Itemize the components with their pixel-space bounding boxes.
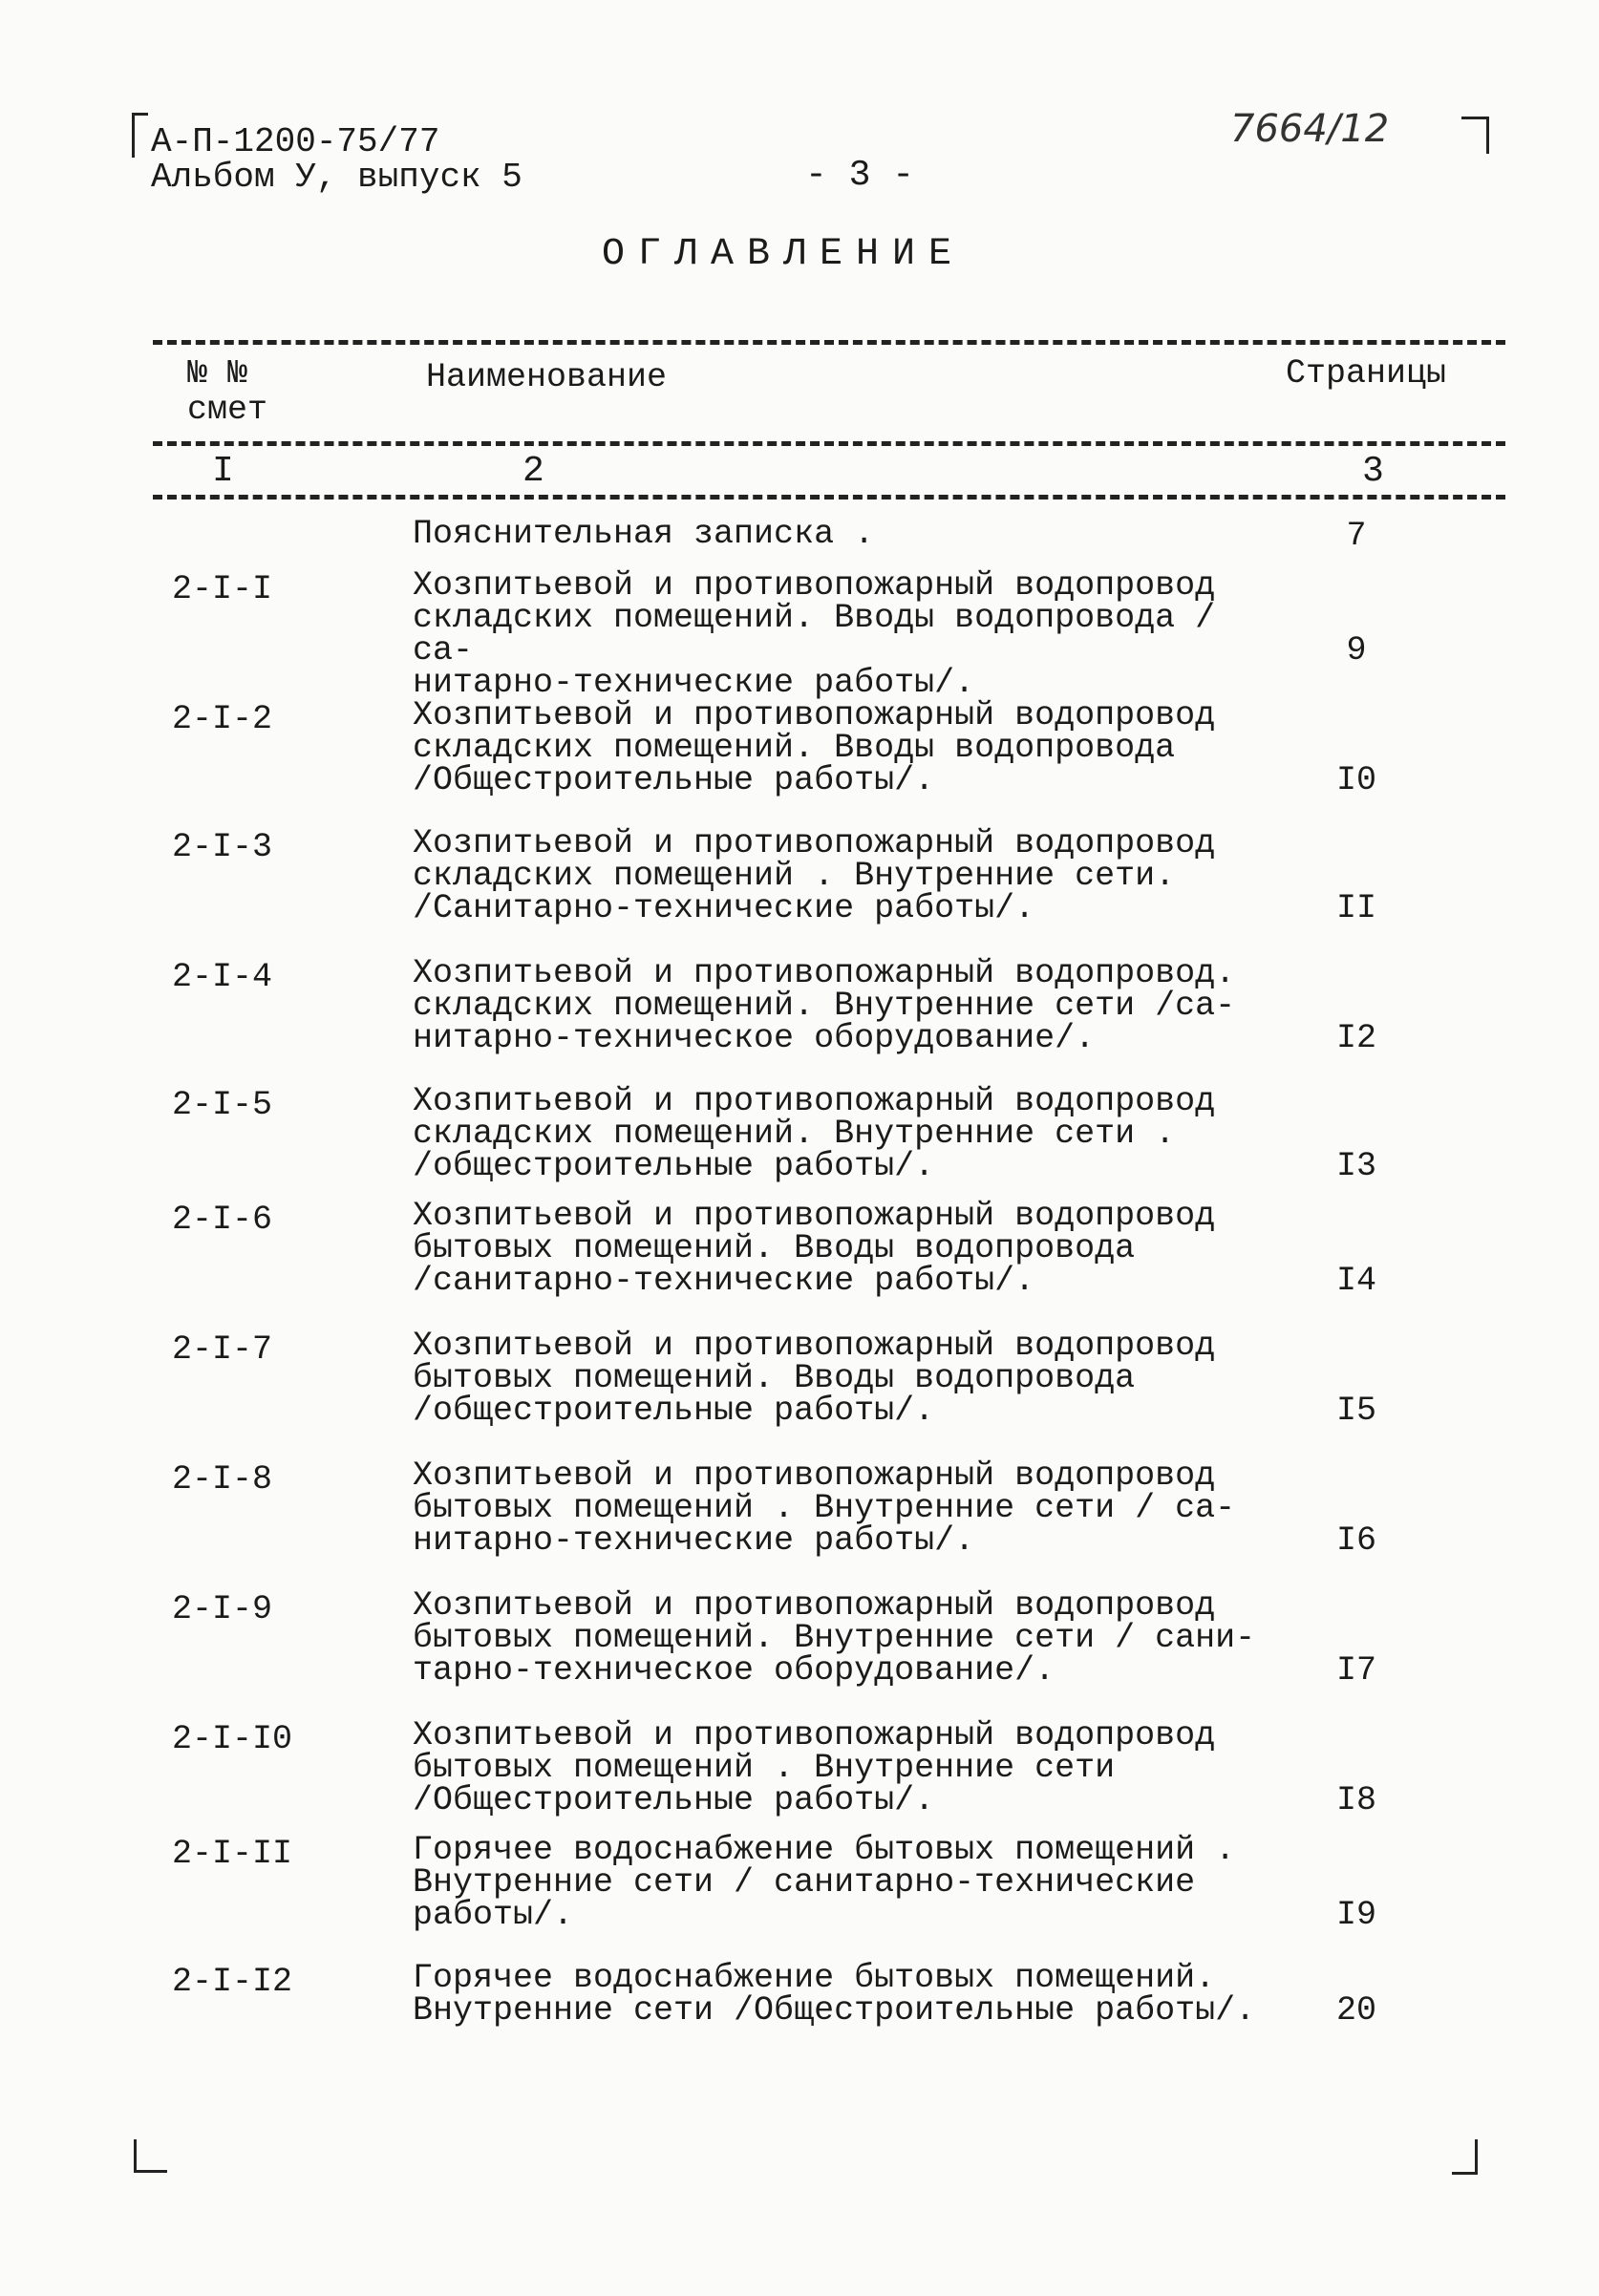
toc-row-name: Хозпитьевой и противопожарный водопровод. складских помещений. Внутренние сети /са- нитарно-техническое оборудование/. — [413, 954, 1236, 1057]
toc-row-page: I6 — [1335, 1521, 1376, 1560]
toc-row-number: 2-I-5 — [172, 1086, 273, 1124]
page-number: - 3 - — [804, 155, 915, 196]
toc-row-page: 20 — [1335, 1991, 1376, 2030]
toc-row-page: I3 — [1335, 1147, 1376, 1185]
column-number-rule — [153, 495, 1505, 500]
col-number-3: 3 — [1362, 451, 1384, 492]
toc-row-name: Хозпитьевой и противопожарный водопровод бытовых помещений . Внутренние сети /Общестроительные работы/. — [413, 1716, 1216, 1819]
corner-mark-top-right — [1461, 117, 1489, 154]
toc-row — [0, 566, 1599, 702]
toc-row-number: 2-I-I0 — [172, 1720, 293, 1758]
toc-row-number: 2-I-3 — [172, 828, 273, 866]
document-code: А-П-1200-75/77 — [151, 122, 440, 161]
page-title: ОГЛАВЛЕНИЕ — [601, 233, 966, 276]
toc-row-number: 2-I-8 — [172, 1460, 273, 1499]
col-header-pages: Страницы — [1286, 354, 1447, 393]
header-divider-rule — [153, 441, 1505, 446]
toc-row-name: Хозпитьевой и противопожарный водопровод бытовых помещений . Внутренние сети / са- нитарно-технические работы/. — [413, 1456, 1236, 1560]
toc-row — [0, 515, 1599, 555]
toc-row-page: I4 — [1335, 1262, 1376, 1300]
corner-mark-bottom-left — [134, 2139, 167, 2173]
toc-row — [0, 1082, 1599, 1185]
toc-row — [0, 1327, 1599, 1430]
toc-row-page: I9 — [1335, 1896, 1376, 1934]
col-header-estimate-number: № № смет — [187, 354, 268, 429]
toc-row-page: I8 — [1335, 1781, 1376, 1819]
album-issue: Альбом У, выпуск 5 — [151, 158, 522, 197]
toc-row-name: Горячее водоснабжение бытовых помещений. Внутренние сети /Общестроительные работы/. — [413, 1959, 1256, 2030]
toc-row — [0, 696, 1599, 799]
toc-row-page: 9 — [1346, 631, 1367, 670]
toc-row-name: Хозпитьевой и противопожарный водопровод бытовых помещений. Вводы водопровода /санитарно-технические работы/. — [413, 1197, 1216, 1300]
toc-row-name: Хозпитьевой и противопожарный водопровод бытовых помещений. Вводы водопровода /общестроительные работы/. — [413, 1327, 1216, 1430]
toc-row-name: Пояснительная записка . — [413, 515, 875, 553]
col-header-name: Наименование — [426, 358, 668, 396]
col-number-1: I — [212, 451, 234, 492]
toc-row-number: 2-I-I2 — [172, 1963, 293, 2001]
table-top-rule — [153, 340, 1505, 345]
toc-row-number: 2-I-4 — [172, 958, 273, 996]
toc-row-number: 2-I-9 — [172, 1590, 273, 1628]
toc-row — [0, 1456, 1599, 1560]
toc-row-page: II — [1335, 889, 1376, 927]
toc-row — [0, 1197, 1599, 1300]
toc-row-number: 2-I-II — [172, 1835, 293, 1873]
col-number-2: 2 — [522, 451, 544, 492]
toc-row — [0, 1716, 1599, 1819]
toc-row — [0, 1586, 1599, 1690]
toc-row-name: Хозпитьевой и противопожарный водопровод складских помещений. Внутренние сети . /общестроительные работы/. — [413, 1082, 1216, 1185]
toc-row-number: 2-I-6 — [172, 1201, 273, 1239]
toc-row-page: I7 — [1335, 1651, 1376, 1690]
toc-row — [0, 1831, 1599, 1934]
toc-row-name: Хозпитьевой и противопожарный водопровод складских помещений. Вводы водопровода /са- нитарно-технические работы/. — [413, 566, 1216, 702]
toc-row-name: Хозпитьевой и противопожарный водопровод складских помещений. Вводы водопровода /Общестроительные работы/. — [413, 696, 1216, 799]
toc-row — [0, 954, 1599, 1057]
toc-row-page: I2 — [1335, 1019, 1376, 1057]
toc-row-number: 2-I-7 — [172, 1330, 273, 1369]
toc-row — [0, 1959, 1599, 2030]
toc-row-page: 7 — [1346, 517, 1367, 555]
toc-row — [0, 824, 1599, 927]
archive-number: 7664/12 — [1230, 107, 1390, 151]
toc-row-page: I5 — [1335, 1392, 1376, 1430]
corner-mark-top-left — [132, 113, 148, 158]
toc-row-name: Хозпитьевой и противопожарный водопровод складских помещений . Внутренние сети. /Санитарно-технические работы/. — [413, 824, 1216, 927]
corner-mark-bottom-right — [1452, 2139, 1478, 2175]
toc-row-name: Горячее водоснабжение бытовых помещений . Внутренние сети / санитарно-технические работы/. — [413, 1831, 1236, 1934]
toc-row-name: Хозпитьевой и противопожарный водопровод бытовых помещений. Внутренние сети / сани- тарно-техническое оборудование/. — [413, 1586, 1256, 1690]
toc-row-page: I0 — [1335, 761, 1376, 799]
toc-row-number: 2-I-I — [172, 570, 273, 608]
toc-row-number: 2-I-2 — [172, 700, 273, 738]
